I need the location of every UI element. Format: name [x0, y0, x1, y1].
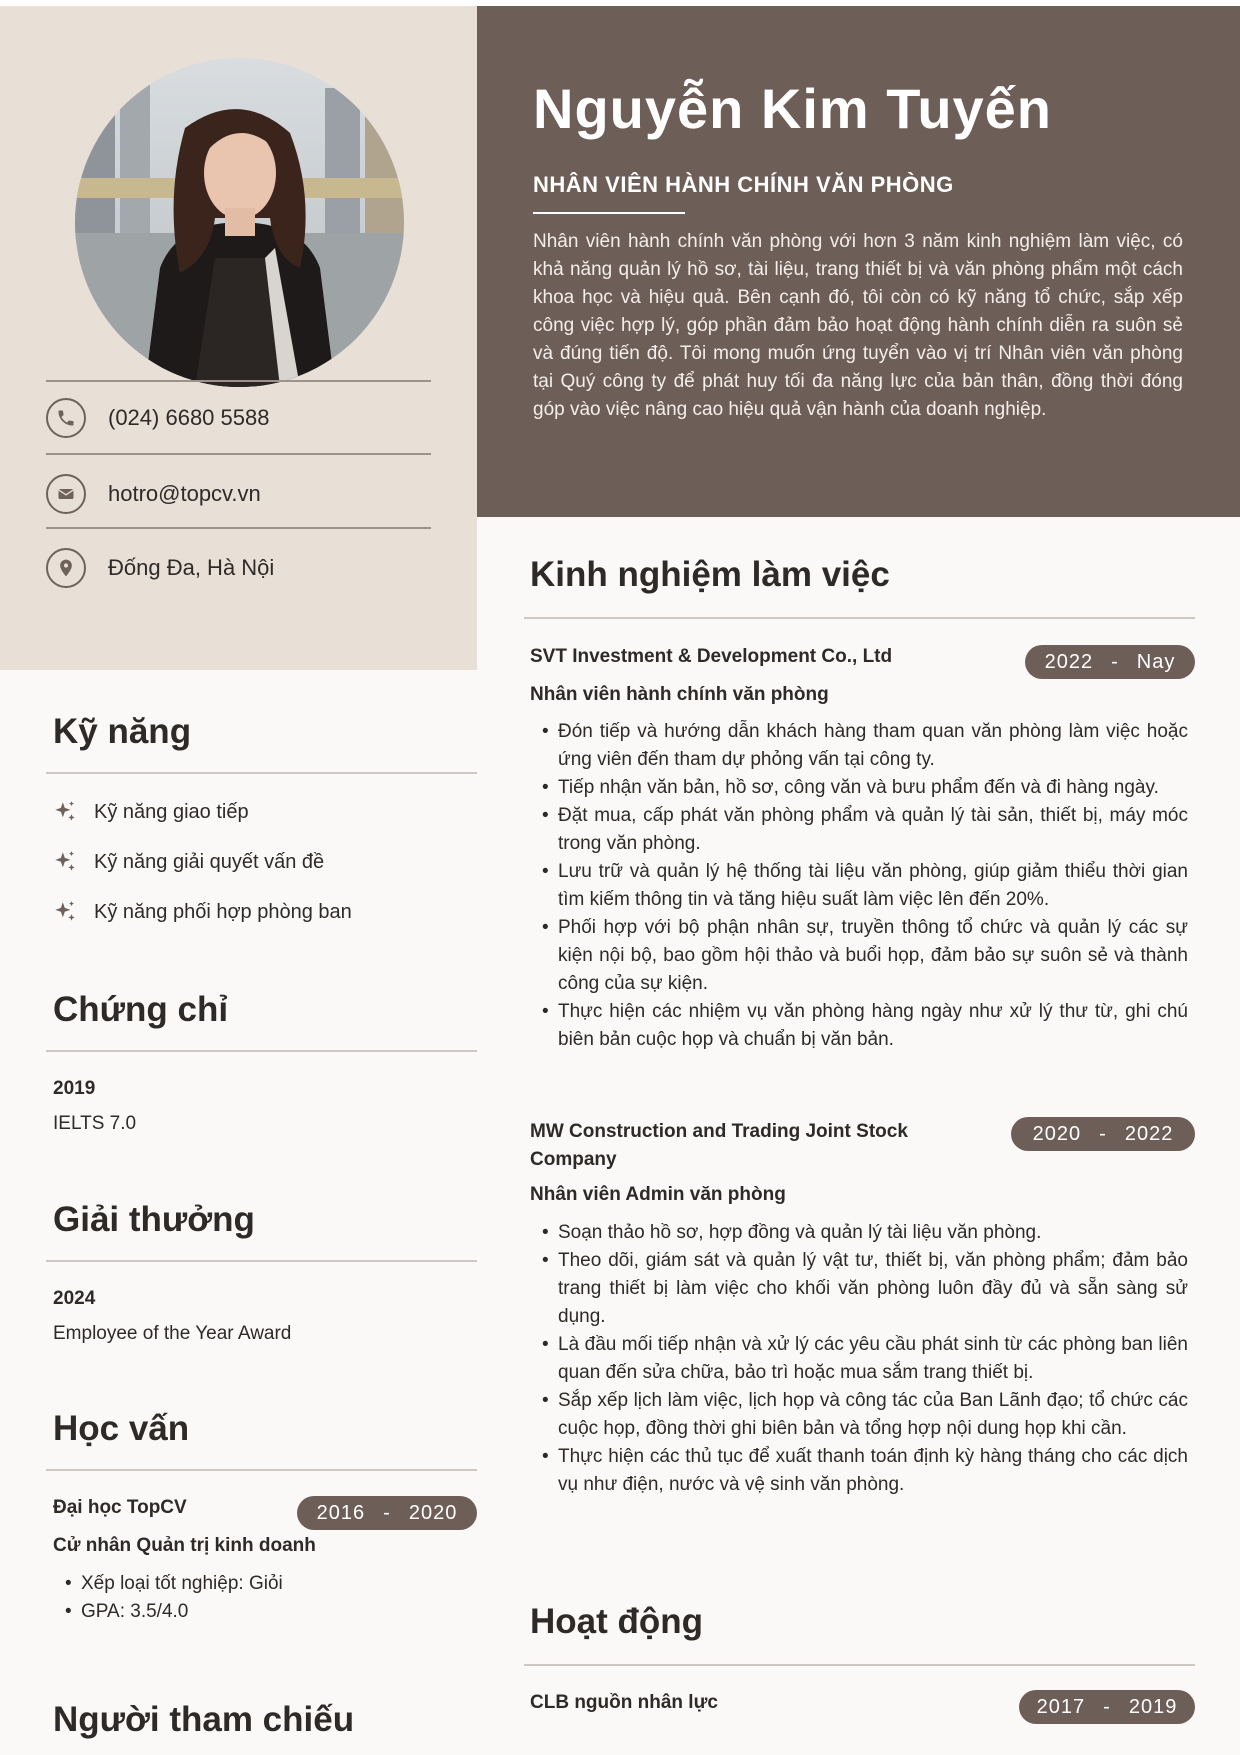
job-duties — [530, 718, 1188, 1054]
job-position: Nhân viên Admin văn phòng — [530, 1184, 786, 1205]
education-school: Đại học TopCV — [53, 1497, 187, 1518]
phone-icon — [46, 398, 86, 438]
left-header-panel — [0, 6, 477, 670]
references-title: Người tham chiếu — [53, 1700, 355, 1739]
list-item: • GPA: 3.5/4.0 — [53, 1598, 473, 1626]
job-end: 2022 — [1124, 1122, 1174, 1145]
sparkle-icon — [52, 849, 78, 875]
skills-divider — [46, 772, 477, 774]
sparkle-icon — [52, 799, 78, 825]
activities-divider — [524, 1664, 1195, 1666]
location-pin-icon — [46, 548, 86, 588]
role-underline — [533, 212, 685, 214]
skill-label: Kỹ năng giao tiếp — [94, 800, 249, 823]
award-year: 2024 — [53, 1288, 96, 1309]
list-item: • Thực hiện các thủ tục để xuất thanh toán định kỳ hàng tháng cho các dịch vụ như điện, nước và vệ sinh văn phòng. — [530, 1443, 1188, 1499]
activity-org: CLB nguồn nhân lực — [530, 1692, 718, 1713]
list-item: • Đặt mua, cấp phát văn phòng phẩm và quản lý tài sản, thiết bị, máy móc trong văn phòng. — [530, 802, 1188, 858]
job-date-badge: 2022 - Nay — [1025, 645, 1195, 679]
activities-title: Hoạt động — [530, 1602, 704, 1641]
email-text: hotro@topcv.vn — [108, 481, 261, 506]
job-start: 2022 — [1044, 650, 1094, 673]
contact-address — [46, 546, 446, 590]
awards-title: Giải thưởng — [53, 1200, 255, 1239]
education-date-badge: 2016 - 2020 — [297, 1496, 477, 1530]
job-start: 2020 — [1032, 1122, 1082, 1145]
list-item: • Theo dõi, giám sát và quản lý vật tư, thiết bị, văn phòng phẩm; đảm bảo trang thiết bị làm việc cho khối văn phòng luôn đầy đủ và sẵn sàng sử dụng. — [530, 1247, 1188, 1331]
profile-summary: Nhân viên hành chính văn phòng với hơn 3 năm kinh nghiệm làm việc, có khả năng quản lý hồ sơ, tài liệu, trang thiết bị và văn phòng phẩm một cách khoa học và hiệu quả. Bên cạnh đó, tôi còn có kỹ năng tổ chức, sắp xếp công việc hợp lý, góp phần đảm bảo hoạt động hành chính diễn ra suôn sẻ và đúng tiến độ. Tôi mong muốn ứng tuyển vào vị trí Nhân viên văn phòng tại Quý công ty để phát huy tối đa năng lực của bản thân, đồng thời đóng góp vào việc nâng cao hiệu quả vận hành của doanh nghiệp. — [533, 231, 1183, 420]
education-points — [53, 1570, 473, 1626]
activity-end: 2019 — [1128, 1695, 1178, 1718]
education-title: Học vấn — [53, 1409, 190, 1448]
job-duties — [530, 1219, 1188, 1499]
job-end: Nay — [1136, 650, 1176, 673]
candidate-role: NHÂN VIÊN HÀNH CHÍNH VĂN PHÒNG — [533, 172, 954, 197]
profile-photo-illustration — [75, 58, 404, 387]
certificates-title: Chứng chỉ — [53, 990, 229, 1029]
list-item: • Phối hợp với bộ phận nhân sự, truyền thông tổ chức và quản lý các sự kiện nội bộ, bao gồm hội thảo và buổi họp, đảm bảo sự suôn sẻ và thành công của sự kiện. — [530, 914, 1188, 998]
list-item: • Thực hiện các nhiệm vụ văn phòng hàng ngày như xử lý thư từ, ghi chú biên bản cuộc họp và chuẩn bị văn bản. — [530, 998, 1188, 1054]
experience-title: Kinh nghiệm làm việc — [530, 555, 890, 594]
certificate-name: IELTS 7.0 — [53, 1113, 137, 1134]
candidate-name: Nguyễn Kim Tuyến — [533, 77, 1053, 140]
job-date-badge: 2020 - 2022 — [1011, 1117, 1195, 1151]
experience-divider — [524, 617, 1195, 619]
education-end: 2020 — [408, 1501, 458, 1524]
address-text: Đống Đa, Hà Nội — [108, 555, 275, 580]
list-item: • Đón tiếp và hướng dẫn khách hàng tham quan văn phòng làm việc hoặc ứng viên đến tham dự phỏng vấn tại công ty. — [530, 718, 1188, 774]
skill-item — [52, 899, 352, 925]
activity-date-badge: 2017 - 2019 — [1019, 1690, 1195, 1724]
education-divider — [46, 1469, 477, 1471]
contact-divider — [46, 380, 431, 382]
list-item: • Sắp xếp lịch làm việc, lịch họp và công tác của Ban Lãnh đạo; tổ chức các cuộc họp, đồng thời ghi biên bản và tổng hợp nội dung họp khi cần. — [530, 1387, 1188, 1443]
skill-item — [52, 799, 249, 825]
phone-text: (024) 6680 5588 — [108, 405, 270, 430]
activity-start: 2017 — [1036, 1695, 1086, 1718]
list-item: • Lưu trữ và quản lý hệ thống tài liệu văn phòng, giúp giảm thiểu thời gian tìm kiếm thông tin và tăng hiệu suất làm việc lên đến 20%. — [530, 858, 1188, 914]
contact-divider — [46, 527, 431, 529]
list-item: • Xếp loại tốt nghiệp: Giỏi — [53, 1570, 473, 1598]
skills-title: Kỹ năng — [53, 712, 192, 751]
job-position: Nhân viên hành chính văn phòng — [530, 684, 829, 705]
skill-label: Kỹ năng giải quyết vấn đề — [94, 850, 325, 873]
contact-phone — [46, 396, 446, 440]
list-item: • Tiếp nhận văn bản, hồ sơ, công văn và bưu phẩm đến và đi hàng ngày. — [530, 774, 1188, 802]
profile-photo — [75, 58, 404, 387]
right-header-panel — [477, 6, 1240, 517]
list-item: • Là đầu mối tiếp nhận và xử lý các yêu cầu phát sinh từ các phòng ban liên quan đến sửa chữa, bảo trì hoặc mua sắm trang thiết bị. — [530, 1331, 1188, 1387]
education-major: Cử nhân Quản trị kinh doanh — [53, 1535, 316, 1556]
certificates-divider — [46, 1050, 477, 1052]
contact-divider — [46, 453, 431, 455]
mail-icon — [46, 474, 86, 514]
education-start: 2016 — [316, 1501, 366, 1524]
contact-email — [46, 472, 446, 516]
list-item: • Soạn thảo hồ sơ, hợp đồng và quản lý tài liệu văn phòng. — [530, 1219, 1188, 1247]
certificate-year: 2019 — [53, 1078, 96, 1099]
job-company: SVT Investment & Development Co., Ltd — [530, 646, 893, 667]
job-company: MW Construction and Trading Joint Stock Company — [530, 1121, 908, 1170]
skill-label: Kỹ năng phối hợp phòng ban — [94, 900, 352, 923]
skill-item — [52, 849, 324, 875]
sparkle-icon — [52, 899, 78, 925]
award-name: Employee of the Year Award — [53, 1323, 292, 1344]
awards-divider — [46, 1260, 477, 1262]
